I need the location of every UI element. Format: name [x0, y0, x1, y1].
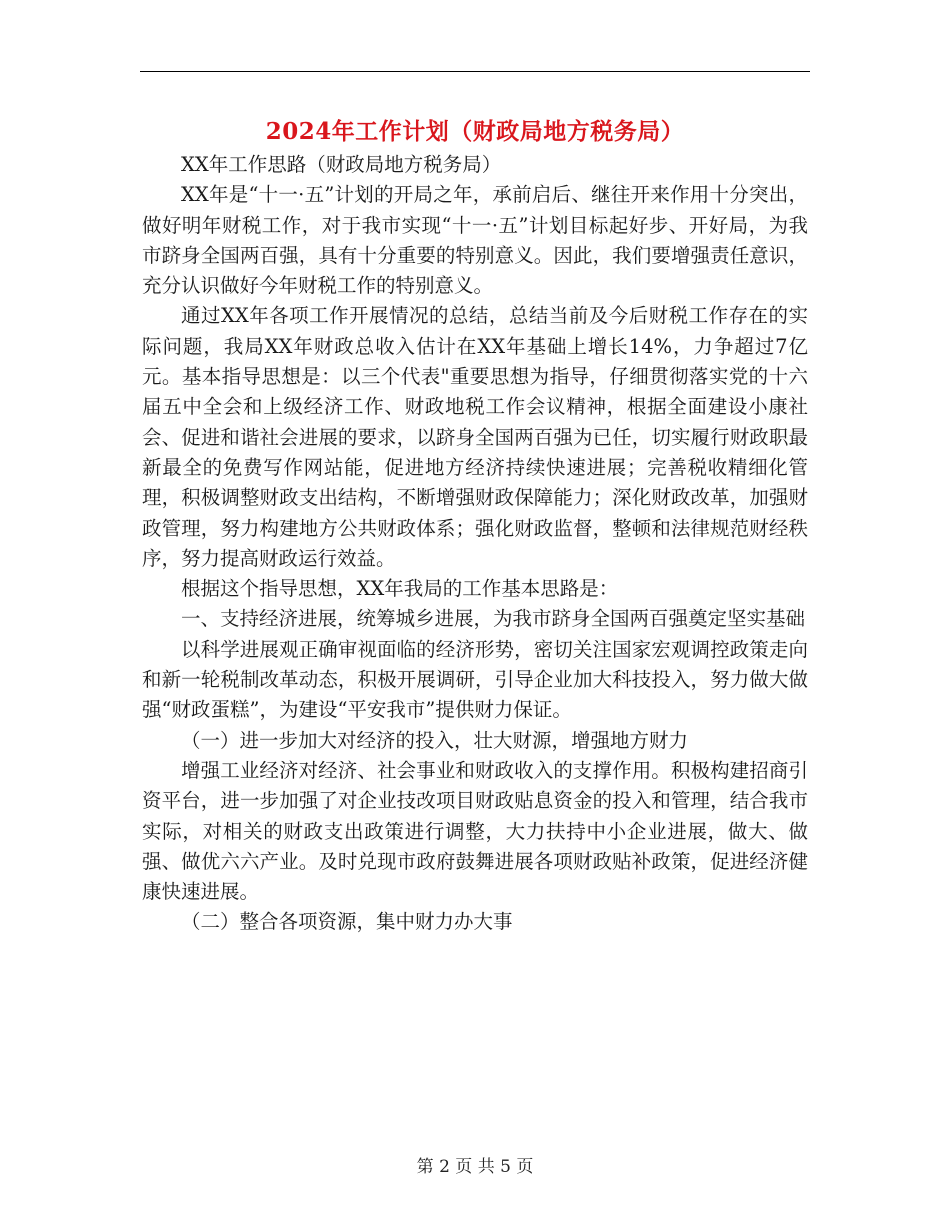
subsection-heading: （二）整合各项资源，集中财力办大事: [181, 910, 513, 934]
document-body: [142, 150, 808, 938]
paragraph: XX年是“十一·五”计划的开局之年，承前启后、继往开来作用十分突出，做好明年财税工作，对于我市实现“十一·五”计划目标起好步、开好局，为我市跻身全国两百强，具有十分重要的特别意义。因此，我们要增强责任意识，充分认识做好今年财税工作的特别意义。: [142, 183, 808, 298]
paragraph-subtitle: XX年工作思路（财政局地方税务局）: [181, 153, 502, 176]
paragraph: 以科学进展观正确审视面临的经济形势，密切关注国家宏观调控政策走向和新一轮税制改革动态，积极开展调研，引导企业加大科技投入，努力做大做强“财政蛋糕”，为建设“平安我市”提供财力保证。: [142, 637, 808, 722]
document-title: 2024年工作计划（财政局地方税务局）: [265, 118, 685, 145]
subsection-heading: （一）进一步加大对经济的投入，壮大财源，增强地方财力: [181, 728, 689, 752]
section-heading: 一、支持经济进展，统筹城乡进展，为我市跻身全国两百强奠定坚实基础: [181, 607, 806, 631]
page-number: 第 2 页 共 5 页: [416, 1157, 534, 1177]
paragraph: 通过XX年各项工作开展情况的总结，总结当前及今后财税工作存在的实际问题，我局XX年财政总收入估计在XX年基础上增长14%，力争超过7亿元。基本指导思想是：以三个代表"重要思想为指导，仔细贯彻落实党的十六届五中全会和上级经济工作、财政地税工作会议精神，根据全面建设小康社会、促进和谐社会进展的要求，以跻身全国两百强为已任，切实履行财政职最新最全的免费写作网站能，促进地方经济持续快速进展；完善税收精细化管理，积极调整财政支出结构，不断增强财政保障能力；深化财政改革，加强财政管理，努力构建地方公共财政体系；强化财政监督，整顿和法律规范财经秩序，努力提高财政运行效益。: [142, 304, 808, 570]
page-footer: [0, 1152, 950, 1177]
paragraph: 增强工业经济对经济、社会事业和财政收入的支撑作用。积极构建招商引资平台，进一步加强了对企业技改项目财政贴息资金的投入和管理，结合我市实际，对相关的财政支出政策进行调整，大力扶持中小企业进展，做大、做强、做优六六产业。及时兑现市政府鼓舞进展各项财政贴补政策，促进经济健康快速进展。: [142, 758, 808, 904]
paragraph: 根据这个指导思想，XX年我局的工作基本思路是：: [181, 577, 619, 601]
header-rule: [140, 71, 810, 72]
